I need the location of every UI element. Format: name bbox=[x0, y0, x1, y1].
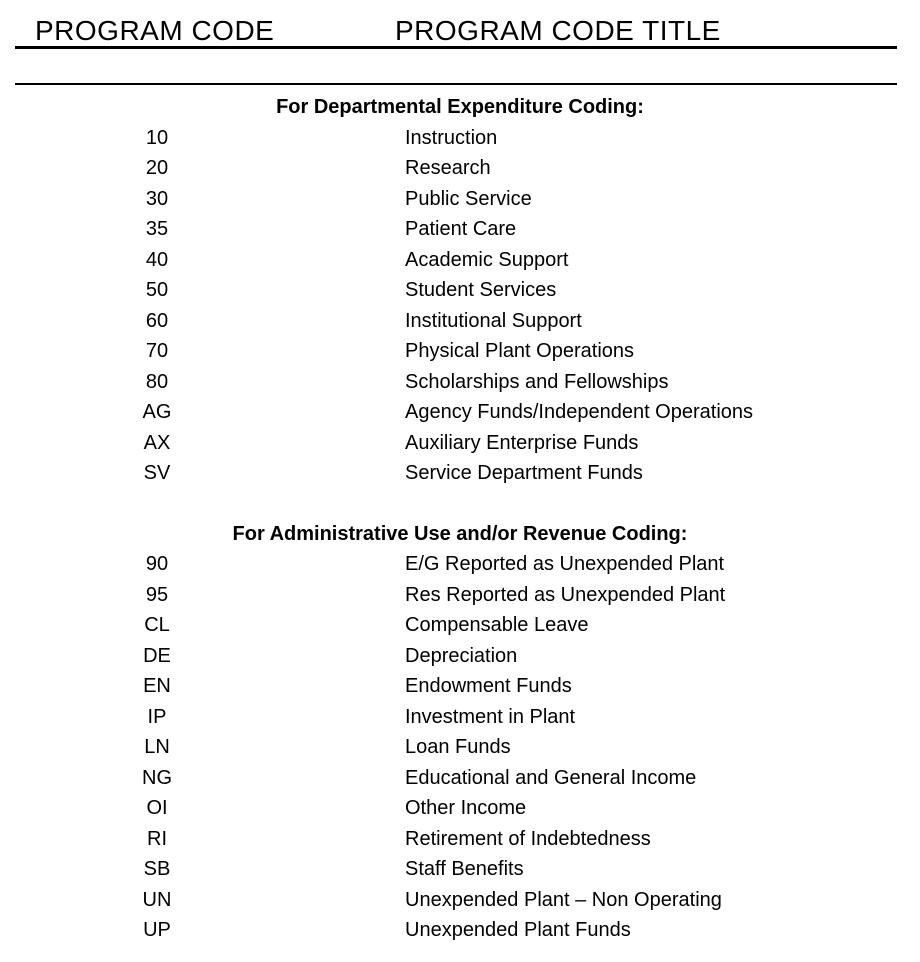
table-row bbox=[0, 549, 920, 580]
program-code-cell: 90 bbox=[145, 553, 169, 575]
table-row bbox=[0, 885, 920, 916]
program-code-cell: 10 bbox=[145, 126, 169, 149]
table-row bbox=[0, 763, 920, 794]
section-heading: For Departmental Expenditure Coding: bbox=[276, 96, 644, 118]
program-code-cell: NG bbox=[142, 766, 172, 789]
program-title-cell: Student Services bbox=[405, 279, 557, 301]
program-title-cell: Loan Funds bbox=[405, 736, 511, 758]
program-title-cell: E/G Reported as Unexpended Plant bbox=[405, 553, 725, 575]
table-row bbox=[0, 184, 920, 215]
program-code-cell: 35 bbox=[145, 218, 169, 240]
program-code-cell: EN bbox=[143, 675, 171, 697]
program-title-cell: Public Service bbox=[405, 187, 532, 210]
program-title-cell: Endowment Funds bbox=[405, 675, 572, 697]
code-section bbox=[0, 519, 920, 946]
program-title-cell: Agency Funds/Independent Operations bbox=[405, 401, 754, 423]
table-row bbox=[0, 854, 920, 885]
table-row bbox=[0, 336, 920, 367]
program-title-cell: Retirement of Indebtedness bbox=[405, 827, 651, 850]
program-title-cell: Instruction bbox=[405, 126, 498, 149]
program-code-cell: 95 bbox=[145, 583, 169, 606]
program-title-cell: Educational and General Income bbox=[405, 766, 697, 789]
program-code-cell: 70 bbox=[145, 340, 169, 362]
table-row bbox=[0, 824, 920, 855]
column-header-program-code: PROGRAM CODE bbox=[35, 15, 275, 46]
program-title-cell: Res Reported as Unexpended Plant bbox=[405, 583, 726, 606]
column-header-program-code-title: PROGRAM CODE TITLE bbox=[395, 15, 721, 46]
program-title-cell: Research bbox=[405, 157, 491, 179]
program-code-cell: RI bbox=[147, 827, 167, 850]
table-row bbox=[0, 153, 920, 184]
table-row bbox=[0, 306, 920, 337]
table-row bbox=[0, 915, 920, 946]
program-code-cell: AG bbox=[142, 401, 172, 423]
table-row bbox=[0, 793, 920, 824]
program-title-cell: Other Income bbox=[405, 797, 527, 819]
program-code-cell: 20 bbox=[145, 157, 169, 179]
table-row bbox=[0, 275, 920, 306]
table-row bbox=[0, 458, 920, 489]
program-code-cell: SB bbox=[143, 858, 171, 880]
program-code-cell: UP bbox=[143, 919, 171, 941]
program-title-cell: Institutional Support bbox=[405, 309, 582, 332]
program-code-cell: DE bbox=[143, 644, 171, 667]
program-title-cell: Unexpended Plant Funds bbox=[405, 919, 631, 941]
program-title-cell: Auxiliary Enterprise Funds bbox=[405, 431, 639, 454]
program-code-cell: IP bbox=[147, 705, 167, 728]
program-code-cell: UN bbox=[142, 888, 172, 911]
program-title-cell: Staff Benefits bbox=[405, 858, 524, 880]
program-title-cell: Patient Care bbox=[405, 218, 517, 240]
program-title-cell: Depreciation bbox=[405, 644, 518, 667]
program-title-cell: Service Department Funds bbox=[405, 462, 643, 484]
table-row bbox=[0, 428, 920, 459]
table-row bbox=[0, 397, 920, 428]
code-section bbox=[0, 92, 920, 489]
table-row bbox=[0, 641, 920, 672]
program-title-cell: Compensable Leave bbox=[405, 614, 589, 636]
program-code-cell: 50 bbox=[145, 279, 169, 301]
table-row bbox=[0, 732, 920, 763]
table-row bbox=[0, 610, 920, 641]
header-rule-top bbox=[15, 46, 897, 49]
program-title-cell: Academic Support bbox=[405, 248, 569, 271]
program-title-cell: Investment in Plant bbox=[405, 705, 576, 728]
program-title-cell: Unexpended Plant – Non Operating bbox=[405, 888, 722, 911]
table-row bbox=[0, 123, 920, 154]
header-rule-bottom bbox=[15, 83, 897, 85]
code-sections bbox=[0, 92, 920, 946]
program-code-cell: SV bbox=[143, 462, 171, 484]
table-row bbox=[0, 702, 920, 733]
program-code-cell: 30 bbox=[145, 187, 169, 210]
table-row bbox=[0, 214, 920, 245]
table-row bbox=[0, 671, 920, 702]
program-code-cell: CL bbox=[144, 614, 170, 636]
program-title-cell: Scholarships and Fellowships bbox=[405, 370, 669, 393]
table-row bbox=[0, 245, 920, 276]
program-code-cell: 60 bbox=[145, 309, 169, 332]
program-code-cell: LN bbox=[144, 736, 170, 758]
table-row bbox=[0, 580, 920, 611]
program-code-cell: 80 bbox=[145, 370, 169, 393]
program-code-cell: 40 bbox=[145, 248, 169, 271]
section-heading: For Administrative Use and/or Revenue Coding: bbox=[232, 522, 688, 545]
table-row bbox=[0, 367, 920, 398]
program-title-cell: Physical Plant Operations bbox=[405, 340, 635, 362]
program-code-cell: AX bbox=[143, 431, 171, 454]
program-code-cell: OI bbox=[146, 797, 168, 819]
